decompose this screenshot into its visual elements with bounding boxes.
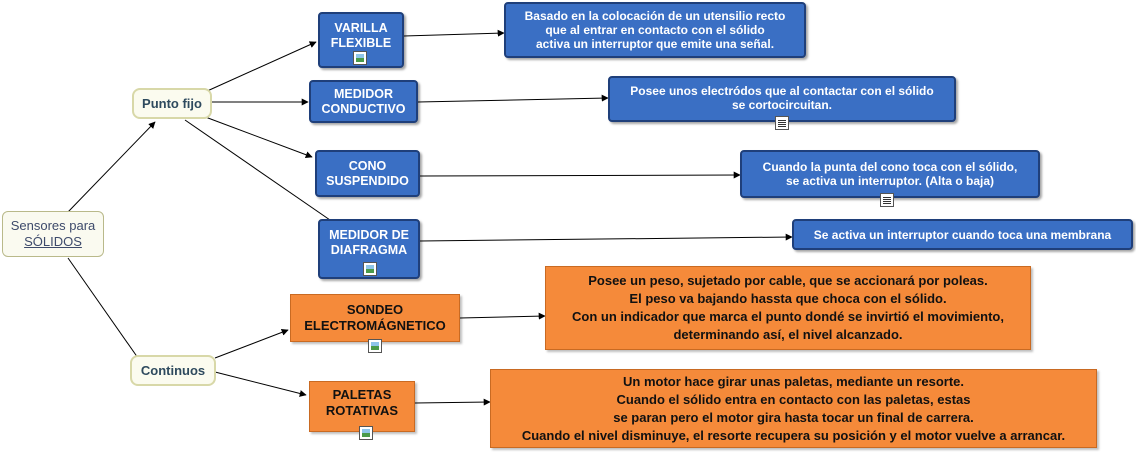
link-root-puntofijo <box>68 122 155 212</box>
desc-sondeo-line: Posee un peso, sujetado por cable, que se accionará por poleas. <box>588 273 988 288</box>
link-paletas-desc <box>415 402 490 403</box>
category-punto-fijo[interactable] <box>132 88 212 119</box>
link-root-continuos <box>68 258 138 358</box>
desc-paletas-line: se paran pero el motor gira hasta tocar un final de carrera. <box>613 409 974 425</box>
desc-paletas-line: Cuando el sólido entra en contacto con las paletas, estas <box>616 391 971 407</box>
document-icon[interactable] <box>880 193 894 207</box>
sensor-cono-line1: CONO <box>348 158 387 173</box>
link-pf-cono <box>200 115 312 157</box>
image-icon[interactable] <box>359 426 373 440</box>
desc-paletas-line: Un motor hace girar unas paletas, mediante un resorte. <box>623 373 964 389</box>
link-pf-diafragma <box>185 120 330 220</box>
desc-varilla <box>504 2 806 58</box>
category-continuos-label: Continuos <box>140 363 206 378</box>
document-icon[interactable] <box>775 116 789 130</box>
desc-varilla-line: que al entrar en contacto con el sólido <box>545 23 765 37</box>
category-punto-fijo-label: Punto fijo <box>142 96 202 111</box>
desc-sondeo <box>545 266 1031 350</box>
root-line1: Sensores para <box>10 218 96 233</box>
sensor-varilla-line1: VARILLA <box>334 21 388 35</box>
sensor-conductivo-line2: CONDUCTIVO <box>321 101 406 116</box>
desc-cono-line: Cuando la punta del cono toca con el sólido, <box>762 160 1018 174</box>
image-icon[interactable] <box>353 51 367 65</box>
link-cont-paletas <box>215 372 306 395</box>
link-diafragma-desc <box>420 237 792 241</box>
image-icon[interactable] <box>368 339 382 353</box>
link-cont-sondeo <box>215 330 288 358</box>
sensor-cono-line2: SUSPENDIDO <box>326 173 409 188</box>
category-continuos[interactable] <box>130 355 216 386</box>
sensor-diafragma-line1: MEDIDOR DE <box>329 228 409 242</box>
desc-conductivo-line: se cortocircuitan. <box>731 98 833 112</box>
sensor-paletas-rotativas[interactable] <box>309 381 415 432</box>
sensor-diafragma-line2: DIAFRAGMA <box>330 243 408 257</box>
sensor-sondeo-electromagnetico[interactable] <box>290 294 460 342</box>
link-cono-desc <box>420 175 740 176</box>
sensor-sondeo-line1: SONDEO <box>346 302 404 317</box>
sensor-conductivo-line1: MEDIDOR <box>333 86 394 101</box>
desc-conductivo-line: Posee unos electródos que al contactar con el sólido <box>630 84 934 98</box>
desc-sondeo-line: determinando así, el nivel alcanzado. <box>673 327 903 342</box>
desc-paletas <box>490 369 1097 448</box>
desc-varilla-line: activa un interruptor que emite una señal. <box>535 37 775 51</box>
link-sondeo-desc <box>460 316 545 318</box>
root-node[interactable] <box>2 211 104 257</box>
sensor-varilla-line2: FLEXIBLE <box>330 36 392 50</box>
desc-cono-line: se activa un interruptor. (Alta o baja) <box>785 174 995 188</box>
sensor-paletas-line2: ROTATIVAS <box>325 403 399 418</box>
desc-paletas-line: Cuando el nivel disminuye, el resorte recupera su posición y el motor vuelve a arrancar. <box>521 427 1066 443</box>
sensor-paletas-line1: PALETAS <box>332 387 392 402</box>
link-varilla-desc <box>404 33 504 36</box>
sensor-sondeo-line2: ELECTROMÁGNETICO <box>304 318 446 333</box>
desc-diafragma-line: Se activa un interruptor cuando toca una membrana <box>813 227 1112 242</box>
sensor-medidor-conductivo[interactable] <box>309 80 418 123</box>
desc-cono <box>740 150 1040 198</box>
image-icon[interactable] <box>363 262 377 276</box>
desc-sondeo-line: Con un indicador que marca el punto dondé se invirtió el movimiento, <box>572 309 1004 324</box>
link-pf-varilla <box>205 42 316 92</box>
link-conductivo-desc <box>418 98 608 102</box>
desc-sondeo-line: El peso va bajando hassta que choca con el sólido. <box>629 291 947 306</box>
desc-varilla-line: Basado en la colocación de un utensilio recto <box>524 9 786 23</box>
root-line2: SÓLIDOS <box>24 234 82 249</box>
sensor-cono-suspendido[interactable] <box>315 150 420 197</box>
desc-diafragma <box>792 219 1133 250</box>
